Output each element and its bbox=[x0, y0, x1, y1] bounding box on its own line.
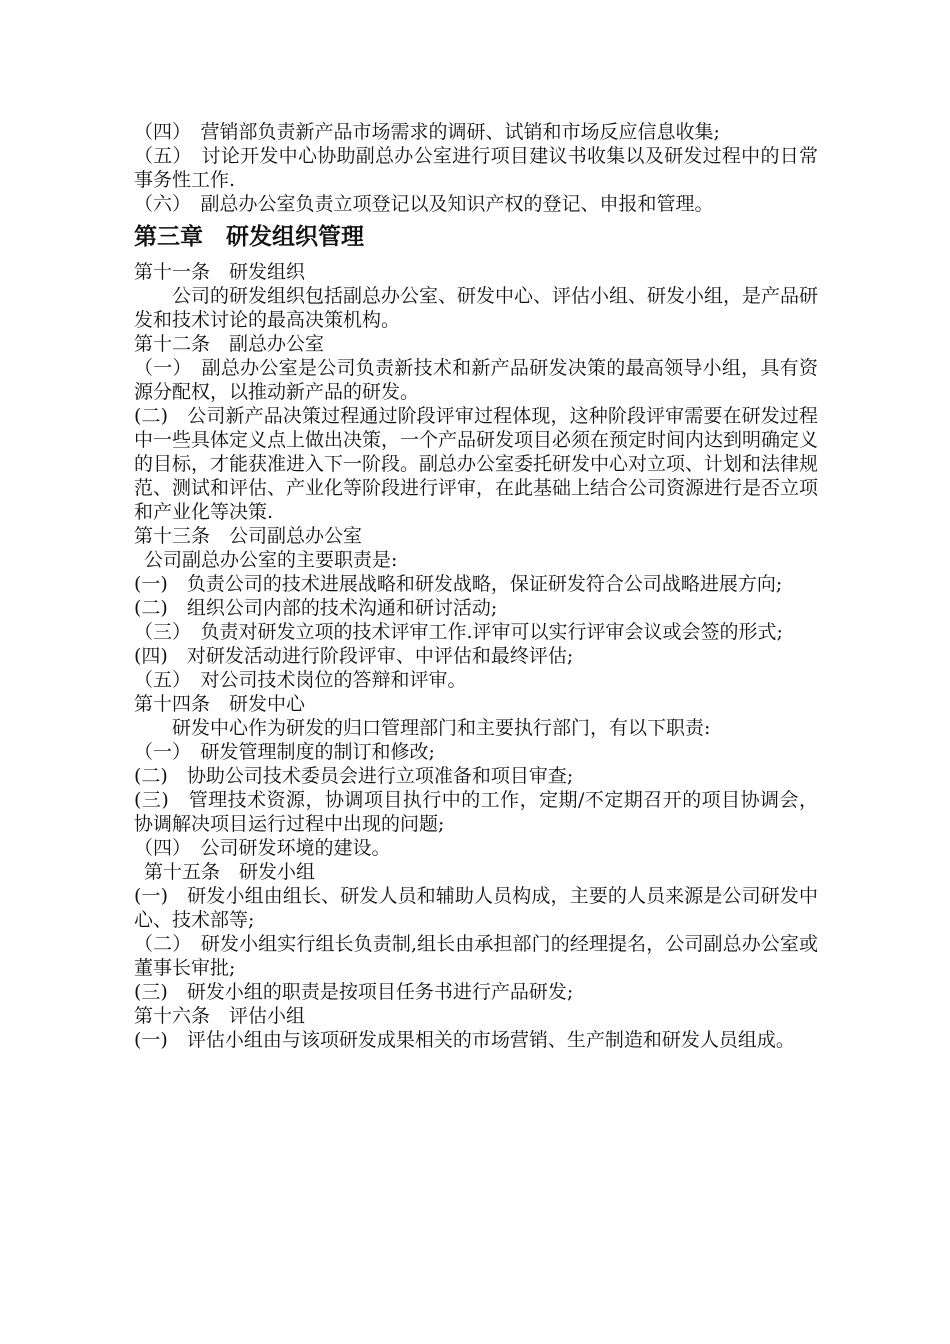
article-heading: 第十一条 研发组织 bbox=[134, 261, 306, 283]
article-heading: 第十五条 研发小组 bbox=[144, 861, 316, 883]
article-heading: 第十六条 评估小组 bbox=[134, 1005, 306, 1027]
paragraph: (一) 评估小组由与该项研发成果相关的市场营销、生产制造和研发人员组成。 bbox=[134, 1029, 795, 1051]
paragraph: (一) 负责公司的技术进展战略和研发战略，保证研发符合公司战略进展方向; bbox=[134, 573, 783, 595]
article-heading: 第十三条 公司副总办公室 bbox=[134, 525, 363, 547]
paragraph: （一） 研发管理制度的制订和修改; bbox=[134, 741, 435, 763]
paragraph: （二） 研发小组实行组长负责制,组长由承担部门的经理提名，公司副总办公室或董事长审批; bbox=[134, 933, 818, 979]
paragraph: （四） 营销部负责新产品市场需求的调研、试销和市场反应信息收集; bbox=[134, 121, 720, 143]
paragraph: (二) 组织公司内部的技术沟通和研讨活动; bbox=[134, 597, 498, 619]
paragraph: (三) 管理技术资源，协调项目执行中的工作，定期/不定期召开的项目协调会，协调解决项目运行过程中出现的问题; bbox=[134, 789, 818, 835]
paragraph: (二) 协助公司技术委员会进行立项准备和项目审查; bbox=[134, 765, 574, 787]
article-heading: 第十二条 副总办公室 bbox=[134, 333, 325, 355]
paragraph: (三) 研发小组的职责是按项目任务书进行产品研发; bbox=[134, 981, 574, 1003]
chapter-heading: 第三章 研发组织管理 bbox=[134, 224, 364, 250]
paragraph: 研发中心作为研发的归口管理部门和主要执行部门，有以下职责: bbox=[134, 717, 711, 739]
paragraph: （六） 副总办公室负责立项登记以及知识产权的登记、申报和管理。 bbox=[134, 193, 714, 215]
paragraph: （五） 讨论开发中心协助副总办公室进行项目建议书收集以及研发过程中的日常事务性工作. bbox=[134, 145, 818, 191]
paragraph: (四) 对研发活动进行阶段评审、中评估和最终评估; bbox=[134, 645, 574, 667]
article-heading: 第十四条 研发中心 bbox=[134, 693, 306, 715]
document-page bbox=[134, 120, 818, 1052]
paragraph: (二) 公司新产品决策过程通过阶段评审过程体现，这种阶段评审需要在研发过程中一些具体定义点上做出决策，一个产品研发项目必须在预定时间内达到明确定义的目标，才能获准进入下一阶段。副总办公室委托研发中心对立项、计划和法律规范、测试和评估、产业化等阶段进行评审，在此基础上结合公司资源进行是否立项和产业化等决策. bbox=[134, 405, 819, 523]
paragraph: 公司的研发组织包括副总办公室、研发中心、评估小组、研发小组，是产品研发和技术讨论的最高决策机构。 bbox=[134, 285, 819, 331]
paragraph: （一） 副总办公室是公司负责新技术和新产品研发决策的最高领导小组，具有资源分配权，以推动新产品的研发。 bbox=[134, 357, 818, 403]
paragraph: (一) 研发小组由组长、研发人员和辅助人员构成，主要的人员来源是公司研发中心、技术部等; bbox=[134, 885, 818, 931]
paragraph: 公司副总办公室的主要职责是: bbox=[144, 549, 398, 571]
paragraph: （五） 对公司技术岗位的答辩和评审。 bbox=[134, 669, 467, 691]
paragraph: （三） 负责对研发立项的技术评审工作.评审可以实行评审会议或会签的形式; bbox=[134, 621, 783, 643]
paragraph: （四） 公司研发环境的建设。 bbox=[134, 837, 391, 859]
